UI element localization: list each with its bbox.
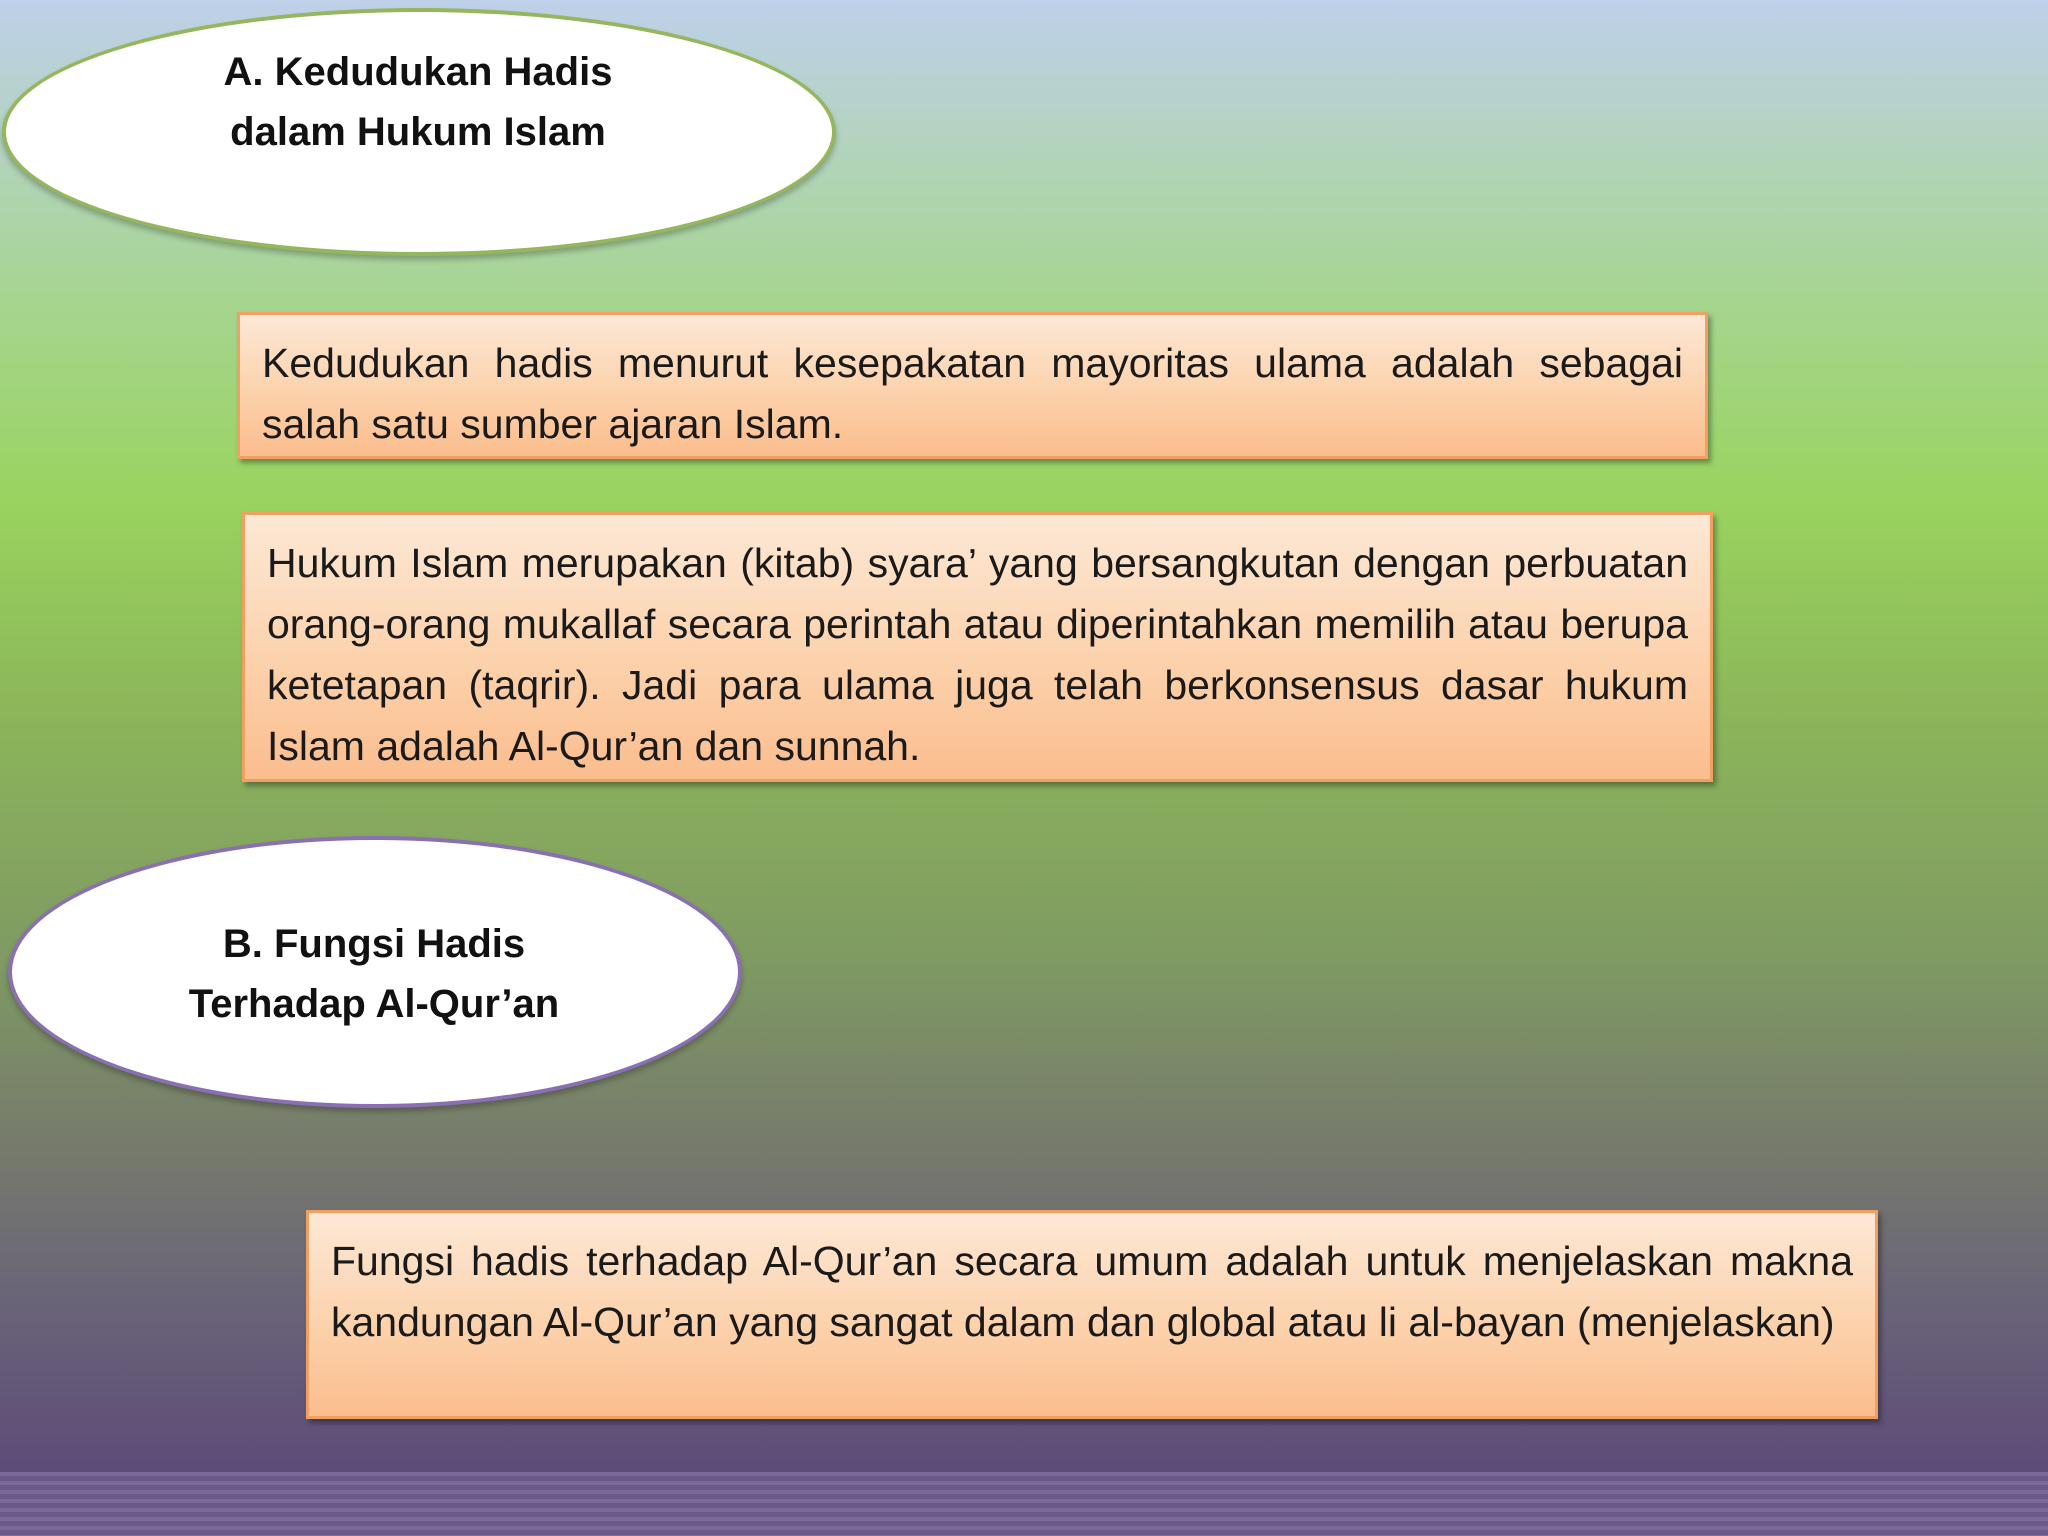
section-a-title: A. Kedudukan Hadis dalam Hukum Islam — [223, 50, 613, 154]
islamic-law-textbox: Hukum Islam merupakan (kitab) syara’ yang bersangkutan dengan perbuatan orang-orang mukallaf secara perintah atau diperintahkan memilih atau berupa ketetapan (taqrir). Jadi para ulama juga telah berkonsensus dasar hukum Islam adalah Al-Qur’an dan sunnah. — [242, 512, 1713, 782]
hadis-position-textbox: Kedudukan hadis menurut kesepakatan mayoritas ulama adalah sebagai salah satu sumber ajaran Islam. — [237, 312, 1708, 459]
hadis-function-textbox: Fungsi hadis terhadap Al-Qur’an secara umum adalah untuk menjelaskan makna kandungan Al-Qur’an yang sangat dalam dan global atau li al-bayan (menjelaskan) — [306, 1210, 1878, 1419]
bottom-decorative-band — [0, 1472, 2048, 1536]
section-b-title: B. Fungsi Hadis Terhadap Al-Qur’an — [188, 922, 560, 1026]
